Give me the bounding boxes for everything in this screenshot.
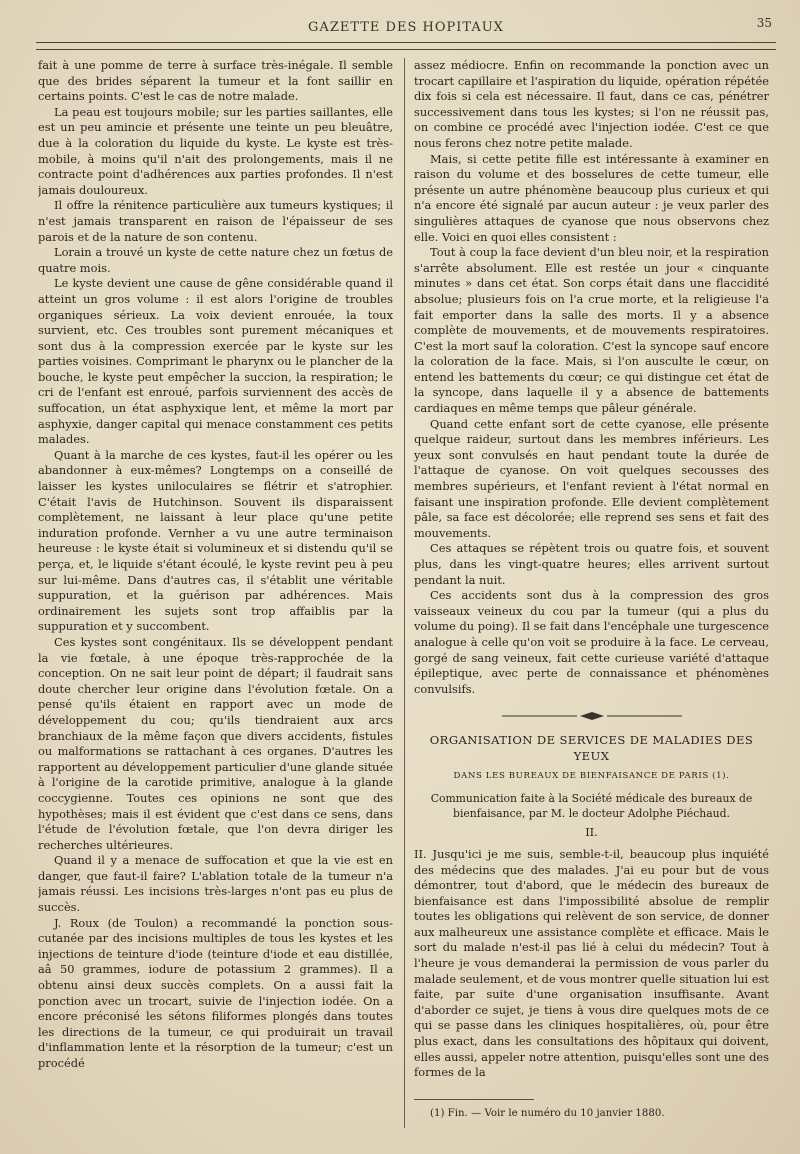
running-title: GAZETTE DES HOPITAUX	[308, 20, 504, 35]
paragraph: Mais, si cette petite fille est intéressante à examiner en raison du volume et des bosselures de cette tumeur, elle présente un autre phénomène beaucoup plus curieux et qui n'a encore été signalé par aucun auteur : je veux parler des singulières attaques de cyanose que nous observons chez elle. Voici en quoi elles consistent :	[414, 151, 769, 244]
right-column-article	[414, 58, 769, 697]
header-rule	[36, 42, 776, 50]
paragraph: Ces accidents sont dus à la compression des gros vaisseaux veineux du cou par la tumeur (qui a plus du volume du poing). Il se fait dans l'encéphale une turgescence analogue à celle qu'on voit se produire à la face. Le cerveau, gorgé de sang veineux, fait cette curieuse variété d'attaque épileptique, avec perte de connaissance et phénomènes convulsifs.	[414, 588, 769, 696]
paragraph: Quant à la marche de ces kystes, faut-il les opérer ou les abandonner à eux-mêmes? Longtemps on a conseillé de laisser les kystes uniloculaires se flétrir et s'atrophier. C'était l'avis de Hutchinson. Souvent ils disparaissent complètement, ne laissant à leur place qu'une petite induration profonde. Vernher a vu une autre terminaison heureuse : le kyste était si volumineux et si distendu qu'il se perça, et, le liquide s'étant écoulé, le kyste revint peu à peu sur lui-même. Dans d'autres cas, il s'établit une véritable suppuration, et la guérison par adhérences. Mais ordinairement les sujets sont trop affaiblis par la suppuration et y succombent.	[38, 447, 393, 634]
footnote-rule	[414, 1099, 534, 1100]
paragraph: fait à une pomme de terre à surface très-inégale. Il semble que des brides séparent la tumeur et la font saillir en certains points. C'est le cas de notre malade.	[38, 58, 393, 104]
page-number: 35	[756, 16, 772, 30]
right-column-article-2	[414, 847, 769, 1081]
paragraph: assez médiocre. Enfin on recommande la ponction avec un trocart capillaire et l'aspiration du liquide, opération répétée dix fois si cela est nécessaire. Il faut, dans ce cas, pénétrer successivement dans tous les kystes; si l'on ne réussit pas, on combine ce procédé avec l'injection iodée. C'est ce que nous ferons chez notre petite malade.	[414, 58, 769, 150]
footnote: (1) Fin. — Voir le numéro du 10 janvier 1880.	[430, 1107, 665, 1119]
page-header	[36, 14, 776, 36]
paragraph: Lorain a trouvé un kyste de cette nature chez un fœtus de quatre mois.	[38, 245, 393, 275]
left-column	[38, 58, 393, 1138]
paragraph: II. Jusqu'ici je me suis, semble-t-il, beaucoup plus inquiété des médecins que des malades. J'ai eu pour but de vous démontrer, tout d'abord, que le médecin des bureaux de bienfaisance est dans l'impossibilité absolue de remplir toutes les obligations qui relèvent de son service, de donner aux malheureux une assistance complète et efficace. Mais le sort du malade n'est-il pas lié à celui du médecin? Tout à l'heure je vous demanderai la permission de vous parler du malade seulement, et de vous montrer quelle situation lui est faite, par suite d'une organisation insuffisante. Avant d'aborder ce sujet, je tiens à vous dire quelques mots de ce qui se passe dans les cliniques hospitalières, où, pour être plus exact, dans les consultations des hôpitaux qui doivent, elles aussi, appeler notre attention, puisqu'elles sont une des formes de la	[414, 846, 769, 1080]
paragraph: Ces attaques se répètent trois ou quatre fois, et souvent plus, dans les vingt-quatre heures; elles arrivent surtout pendant la nuit.	[414, 541, 769, 587]
paragraph: Ces kystes sont congénitaux. Ils se développent pendant la vie fœtale, à une époque très-rapprochée de la conception. On ne sait leur point de départ; il faudrait sans doute chercher leur origine dans l'évolution fœtale. On a pensé qu'ils étaient en rapport avec un mode de développement du cou; qu'ils tiendraient aux arcs branchiaux de la même façon que divers accidents, fistules ou malformations se rattachant à ces organes. D'autres les rapportent au développement particulier d'une glande située à l'origine de la carotide primitive, analogue à la glande coccygienne. Toutes ces opinions ne sont que des hypothèses; mais il est évident que c'est dans ce sens, dans l'étude de l'évolution fœtale, que l'on devra diriger les recherches ultérieures.	[38, 634, 393, 852]
section-number: II.	[585, 825, 598, 840]
paragraph: Quand cette enfant sort de cette cyanose, elle présente quelque raideur, surtout dans les membres inférieurs. Les yeux sont convulsés en haut pendant toute la durée de l'attaque de cyanose. On voit quelques secousses des membres supérieurs, et l'enfant revient à l'état normal en faisant une inspiration profonde. Elle devient complètement pâle, sa face est décolorée; elle reprend ses sens et fait des mouvements.	[414, 416, 769, 540]
paragraph: La peau est toujours mobile; sur les parties saillantes, elle est un peu amincie et présente une teinte un peu bleuâtre, due à la coloration du liquide du kyste. Le kyste est très-mobile, à moins qu'il n'ait des prolongements, mais il ne contracte point d'adhérences aux parties profondes. Il n'est jamais douloureux.	[38, 104, 393, 197]
paragraph: Le kyste devient une cause de gêne considérable quand il atteint un gros volume : il est alors l'origine de troubles organiques sérieux. La voix devient enrouée, la toux survient, etc. Ces troubles sont purement mécaniques et sont dus à la compression exercée par le kyste sur les parties voisines. Comprimant le pharynx ou le plancher de la bouche, le kyste peut empêcher la succion, la respiration; le cri de l'enfant est enroué, parfois surviennent des accès de suffocation, un état asphyxique lent, et même la mort par asphyxie, danger capital qui menace constamment ces petits malades.	[38, 276, 393, 447]
paragraph: J. Roux (de Toulon) a recommandé la ponction sous-cutanée par des incisions multiples de tous les kystes et les injections de teinture d'iode (teinture d'iode et eau distillée, aâ 50 grammes, iodure de potassium 2 grammes). Il a obtenu ainsi deux succès complets. On a aussi fait la ponction avec un trocart, suivie de l'injection iodée. On a encore préconisé les sétons filiformes plongés dans toutes les directions de la tumeur, ce qui produirait un travail d'inflammation lente et la résorption de la tumeur; c'est un procédé	[38, 915, 393, 1070]
paragraph: Tout à coup la face devient d'un bleu noir, et la respiration s'arrête absolument. Elle est restée un jour « cinquante minutes » dans cet état. Son corps était dans une flaccidité absolue; plusieurs fois on l'a crue morte, et la religieuse l'a fait emporter dans la salle des morts. Il y a absence complète de mouvements, et de mouvements respiratoires. C'est la mort sauf la coloration. C'est la syncope sauf encore la coloration de la face. Mais, si l'on ausculte le cœur, on entend les battements du cœur; ce qui distingue cet état de la syncope, dans laquelle il y a absence de battements cardiaques en même temps que pâleur générale.	[414, 245, 769, 416]
right-column	[414, 58, 769, 1138]
column-divider	[404, 58, 405, 1128]
section-ornament	[502, 711, 682, 721]
paragraph: Quand il y a menace de suffocation et que la vie est en danger, que faut-il faire? L'ablation totale de la tumeur n'a jamais réussi. Les incisions très-larges n'ont pas eu plus de succès.	[38, 853, 393, 915]
paragraph: Il offre la rénitence particulière aux tumeurs kystiques; il n'est jamais transparent en raison de l'épaisseur de ses parois et de la nature de son contenu.	[38, 198, 393, 244]
section-title: ORGANISATION DE SERVICES DE MALADIES DES YEUX	[429, 733, 754, 763]
section-subtitle: DANS LES BUREAUX DE BIENFAISANCE DE PARIS (1).	[453, 770, 730, 781]
section-communication: Communication faite à la Société médicale des bureaux de bienfaisance, par M. le docteur Adolphe Piéchaud.	[430, 792, 753, 820]
